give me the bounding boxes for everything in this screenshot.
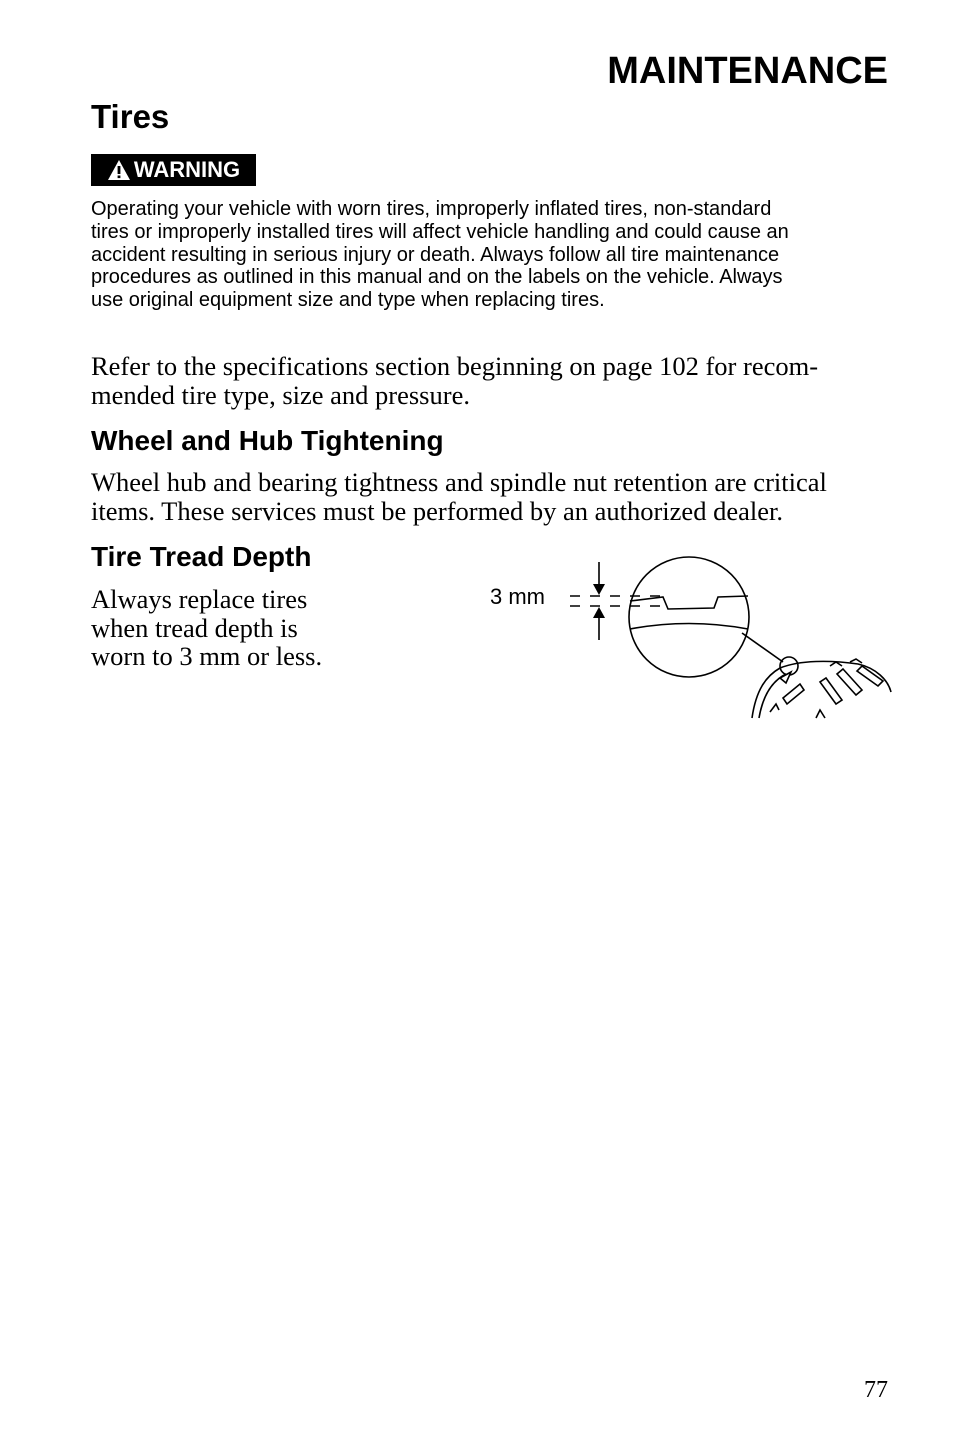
tread-depth-heading: Tire Tread Depth	[91, 541, 312, 572]
warning-line: Operating your vehicle with worn tires, improperly inflated tires, non-standard	[91, 198, 772, 220]
wheel-hub-heading: Wheel and Hub Tightening	[91, 425, 444, 456]
paragraph-line: Wheel hub and bearing tightness and spindle nut retention are critical	[91, 467, 827, 497]
paragraph-line: mended tire type, size and pressure.	[91, 380, 470, 410]
page-section-header: MAINTENANCE	[607, 50, 888, 92]
intro-paragraph	[91, 352, 891, 410]
warning-line: tires or improperly installed tires will affect vehicle handling and could cause an	[91, 220, 789, 243]
wheel-hub-paragraph	[91, 468, 891, 526]
section-title: Tires	[91, 98, 170, 135]
warning-line: procedures as outlined in this manual and on the labels on the vehicle. Always	[91, 266, 783, 289]
page-number: 77	[864, 1377, 888, 1403]
paragraph-line: when tread depth is	[91, 612, 298, 643]
paragraph-line: Refer to the specifications section beginning on page 102 for recom-	[91, 351, 819, 381]
tread-depth-label: 3 mm	[490, 584, 545, 609]
warning-badge	[91, 154, 256, 186]
paragraph-line: Always replace tires	[91, 584, 308, 614]
tire-tread-diagram	[480, 550, 892, 720]
warning-line: use original equipment size and type when replacing tires.	[91, 289, 605, 312]
paragraph-line: worn to 3 mm or less.	[91, 641, 323, 671]
tread-depth-paragraph	[91, 585, 391, 671]
warning-triangle-icon	[107, 159, 131, 181]
paragraph-line: items. These services must be performed by an authorized dealer.	[91, 496, 783, 526]
warning-line: accident resulting in serious injury or death. Always follow all tire maintenance	[91, 243, 780, 266]
warning-text	[91, 198, 891, 312]
warning-label: WARNING	[133, 157, 241, 182]
